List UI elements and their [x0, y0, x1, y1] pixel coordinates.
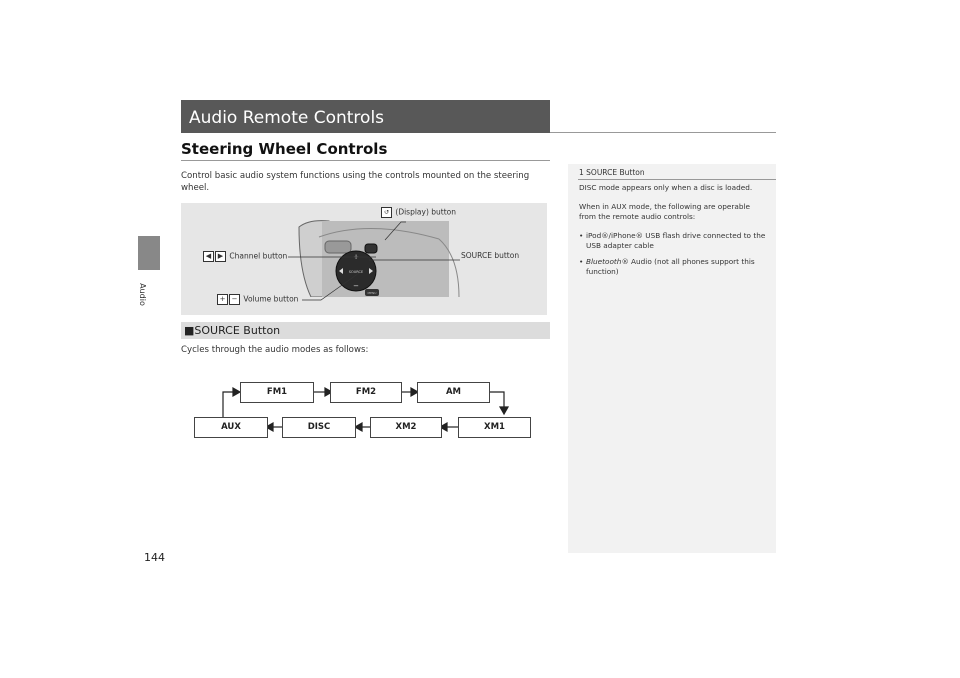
mode-cycle-diagram — [190, 378, 535, 443]
page-number: 144 — [144, 551, 165, 564]
note-paragraph-1: DISC mode appears only when a disc is loaded. — [579, 183, 753, 192]
svg-text:+: + — [353, 253, 359, 261]
bullet-dot-icon: • — [579, 257, 584, 266]
note-rule — [578, 179, 776, 180]
mode-box: FM1 — [240, 382, 314, 403]
wheel-source-text: SOURCE — [348, 270, 364, 274]
page-header — [181, 100, 550, 133]
volume-button-callout — [217, 294, 298, 305]
channel-right-icon: ▶ — [215, 251, 226, 262]
note-bullet-1-text: iPod®/iPhone® USB flash drive connected to the USB adapter cable — [586, 231, 766, 251]
display-button-label: (Display) button — [395, 207, 457, 217]
display-button-callout — [381, 207, 456, 218]
mode-box: DISC — [282, 417, 356, 438]
volume-button-label: Volume button — [243, 294, 299, 304]
note-bullet-1 — [579, 231, 769, 251]
side-note — [568, 164, 776, 553]
mode-box: AUX — [194, 417, 268, 438]
source-subheader-title: ■SOURCE Button — [184, 324, 281, 337]
mode-box: AM — [417, 382, 490, 403]
header-rule — [550, 132, 776, 133]
display-icon: ↺ — [381, 207, 392, 218]
section-tab-label-box — [139, 270, 159, 330]
mode-box: XM2 — [370, 417, 442, 438]
section-tab — [138, 236, 160, 270]
intro-text: Control basic audio system functions using the controls mounted on the steering wheel. — [181, 171, 530, 193]
svg-text:−: − — [353, 282, 359, 290]
section-rule — [181, 160, 550, 161]
note-title: 1 SOURCE Button — [579, 168, 645, 177]
mode-box: FM2 — [330, 382, 402, 403]
section-title: Steering Wheel Controls — [181, 140, 388, 158]
source-subheader — [181, 322, 550, 339]
note-bullet-2-text: ® Audio (not all phones support this function) — [586, 257, 755, 277]
note-bullet-2-italic: Bluetooth — [586, 257, 622, 266]
mode-box: XM1 — [458, 417, 531, 438]
note-paragraph-2: When in AUX mode, the following are operable from the remote audio controls: — [579, 202, 750, 222]
channel-button-callout — [203, 251, 287, 262]
section-tab-label: Audio — [137, 283, 147, 306]
note-bullet-2 — [579, 257, 769, 277]
channel-button-label: Channel button — [229, 251, 288, 261]
bullet-dot-icon: • — [579, 231, 584, 240]
volume-minus-icon: − — [229, 294, 240, 305]
volume-plus-icon: + — [217, 294, 228, 305]
source-button-label: SOURCE button — [461, 251, 520, 260]
channel-left-icon: ◀ — [203, 251, 214, 262]
wheel-menu-text: MENU — [367, 291, 377, 295]
steering-wheel-figure — [181, 203, 547, 315]
source-description: Cycles through the audio modes as follows: — [181, 345, 369, 355]
page-title: Audio Remote Controls — [189, 108, 385, 128]
